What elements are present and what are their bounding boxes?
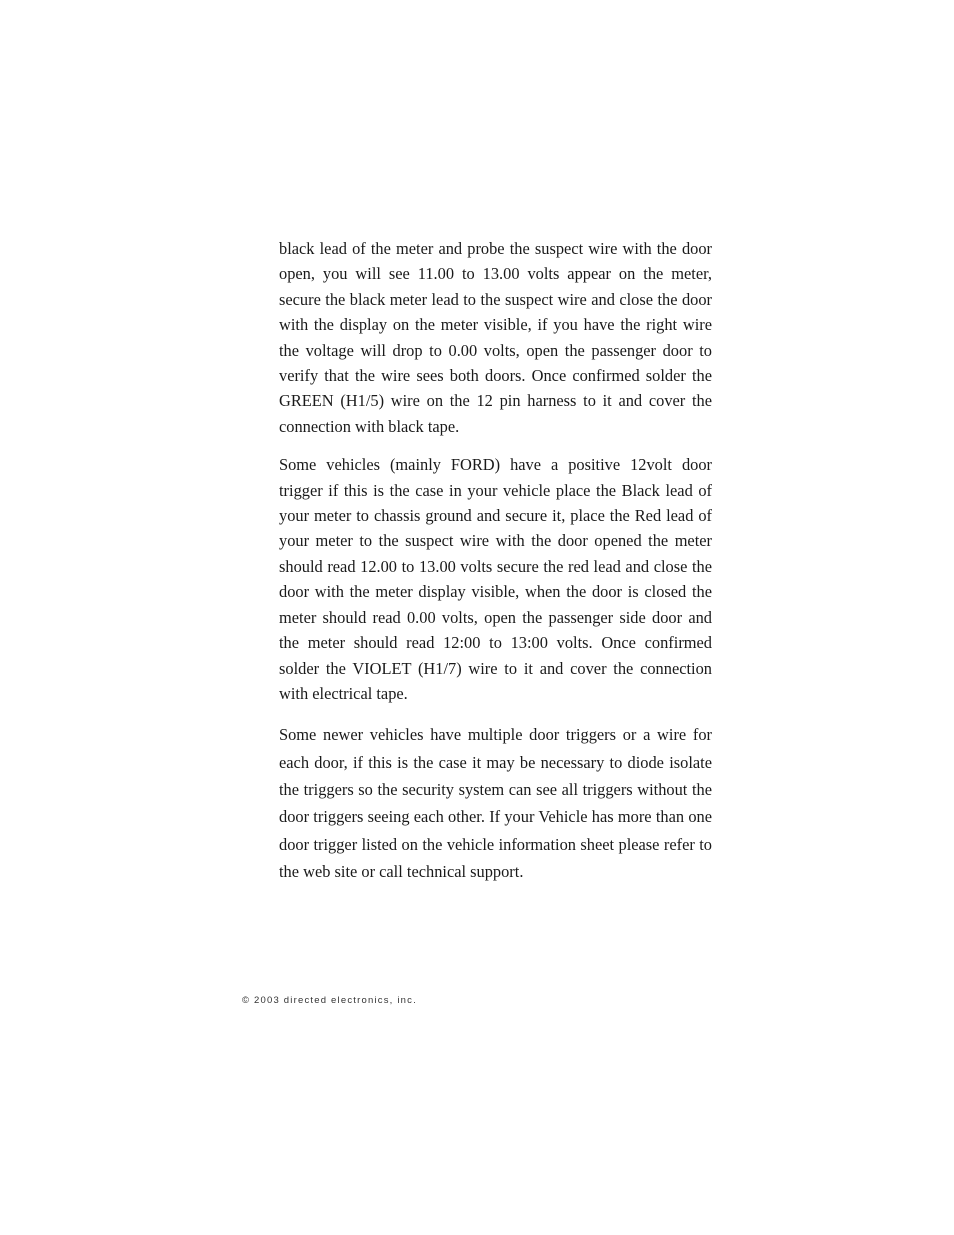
paragraph-door-trigger-positive: Some vehicles (mainly FORD) have a positive 12volt door trigger if this is the case in your vehicle place the Black lead of your meter to chassis ground and secure it, place the Red lead of your meter to the suspect wire with the door opened the meter should read 12.00 to 13.00 volts secure the red lead and close the door with the meter display visible, when the door is closed the meter should read 0.00 volts, open the passenger side door and the meter should read 12:00 to 13:00 volts. Once confirmed solder the VIOLET (H1/7) wire to it and cover the connection with electrical tape.	[279, 455, 712, 703]
copyright-footer: © 2003 directed electronics, inc.	[242, 995, 417, 1006]
paragraph-multiple-door-triggers: Some newer vehicles have multiple door triggers or a wire for each door, if this is the case it may be necessary to diode isolate the triggers so the security system can see all triggers without the door triggers seeing each other. If your Vehicle has more than one door trigger listed on the vehicle information sheet please refer to the web site or call technical support.	[279, 725, 712, 881]
paragraph-door-trigger-negative: black lead of the meter and probe the suspect wire with the door open, you will see 11.00 to 13.00 volts appear on the meter, secure the black meter lead to the suspect wire and close the door with the display on the meter visible, if you have the right wire the voltage will drop to 0.00 volts, open the passenger door to verify that the wire sees both doors. Once confirmed solder the GREEN (H1/5) wire on the 12 pin harness to it and cover the connection with black tape.	[279, 239, 712, 436]
body-text-column	[279, 236, 712, 898]
